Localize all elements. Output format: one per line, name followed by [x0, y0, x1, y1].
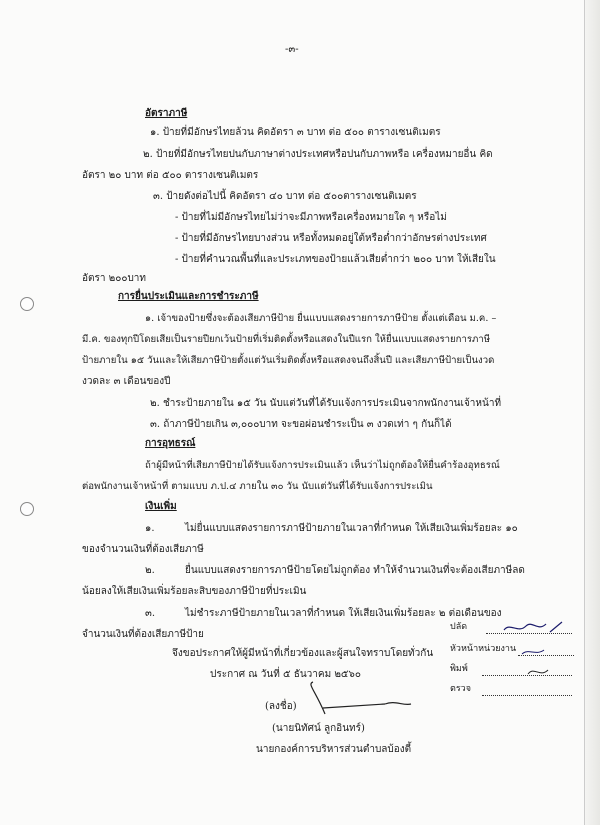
- closing-statement: จึงขอประกาศให้ผู้มีหน้าที่เกี่ยวข้องและผู้สนใจทราบโดยทั่วกัน: [172, 648, 434, 659]
- surcharge-item-2-cont: น้อยลงให้เสียเงินเพิ่มร้อยละสิบของภาษีป้ายที่ประเมิน: [82, 586, 307, 597]
- filing-item-1-cont: ป้ายภายใน ๑๕ วันและให้เสียภาษีป้ายตั้งแต่วันเริ่มติดตั้งหรือแสดงจนถึงสิ้นปี และเสียภาษีป้ายเป็นงวด: [82, 355, 495, 366]
- surcharge-item-3-cont: จำนวนเงินที่ต้องเสียภาษีป้าย: [82, 629, 204, 640]
- punch-hole: [20, 502, 34, 516]
- rate-item-3-sub-c: - ป้ายที่คำนวณพื้นที่และประเภทของป้ายแล้วเสียต่ำกว่า ๒๐๐ บาท ให้เสียใน: [175, 254, 496, 265]
- approval-initials: [500, 620, 580, 690]
- approval-row-label: ปลัด: [450, 622, 468, 632]
- filing-item-3: ๓. ถ้าภาษีป้ายเกิน ๓,๐๐๐บาท จะขอผ่อนชำระเป็น ๓ งวดเท่า ๆ กันก็ได้: [150, 419, 452, 430]
- section-heading-filing: การยื่นประเมินและการชำระภาษี: [118, 291, 259, 302]
- punch-hole: [20, 297, 34, 311]
- section-heading-appeal: การอุทธรณ์: [145, 438, 196, 449]
- rate-item-3-sub-c-cont: อัตรา ๒๐๐บาท: [82, 273, 147, 284]
- surcharge-number-2: ๒.: [145, 565, 155, 576]
- rate-item-2-cont: อัตรา ๒๐ บาท ต่อ ๕๐๐ ตารางเซนติเมตร: [82, 170, 259, 181]
- page-number: -๓-: [285, 44, 299, 55]
- filing-item-1-cont: งวดละ ๓ เดือนของปี: [82, 376, 171, 387]
- filing-item-1: ๑. เจ้าของป้ายซึ่งจะต้องเสียภาษีป้าย ยื่นแบบแสดงรายการภาษีป้าย ตั้งแต่เดือน ม.ค. –: [145, 313, 497, 324]
- appeal-text: ถ้าผู้มีหน้าที่เสียภาษีป้ายได้รับแจ้งการประเมินแล้ว เห็นว่าไม่ถูกต้องให้ยื่นคำร้องอุทธรณ์: [145, 460, 500, 471]
- signatory-title: นายกองค์การบริหารส่วนตำบลบ้องตี้: [256, 744, 412, 755]
- appeal-text-cont: ต่อพนักงานเจ้าหน้าที่ ตามแบบ ภ.ป.๔ ภายใน ๓๐ วัน นับแต่วันที่ได้รับแจ้งการประเมิน: [82, 481, 433, 492]
- surcharge-item-3: ไม่ชำระภาษีป้ายภายในเวลาที่กำหนด ให้เสียเงินเพิ่มร้อยละ ๒ ต่อเดือนของ: [185, 608, 502, 619]
- signatory-name: (นายนิทัศน์ ลูกอินทร์): [272, 723, 365, 734]
- filing-item-2: ๒. ชำระป้ายภายใน ๑๕ วัน นับแต่วันที่ได้รับแจ้งการประเมินจากพนักงานเจ้าหน้าที่: [150, 398, 502, 409]
- section-heading-tax-rate: อัตราภาษี: [145, 108, 188, 119]
- surcharge-number-3: ๓.: [145, 608, 156, 619]
- approval-row-label: หัวหน้าหน่วยงาน: [450, 644, 517, 654]
- surcharge-item-1: ไม่ยื่นแบบแสดงรายการภาษีป้ายภายในเวลาที่กำหนด ให้เสียเงินเพิ่มร้อยละ ๑๐: [185, 523, 518, 534]
- rate-item-1: ๑. ป้ายที่มีอักษรไทยล้วน คิดอัตรา ๓ บาท ต่อ ๕๐๐ ตารางเซนติเมตร: [150, 127, 441, 138]
- signature-label: (ลงชื่อ): [265, 701, 297, 712]
- surcharge-item-1-cont: ของจำนวนเงินที่ต้องเสียภาษี: [82, 544, 204, 555]
- approval-row-label: ตรวจ: [450, 684, 472, 694]
- filing-item-1-cont: มี.ค. ของทุกปีโดยเสียเป็นรายปียกเว้นป้ายที่เริ่มติดตั้งหรือแสดงในปีแรก ให้ยื่นแบบแสดงรายการภาษี: [82, 334, 491, 345]
- section-heading-surcharge: เงินเพิ่ม: [145, 501, 177, 512]
- signature: [285, 680, 415, 720]
- rate-item-3-sub-b: - ป้ายที่มีอักษรไทยบางส่วน หรือทั้งหมดอยู่ใต้หรือต่ำกว่าอักษรต่างประเทศ: [175, 233, 487, 244]
- rate-item-3-sub-a: - ป้ายที่ไม่มีอักษรไทยไม่ว่าจะมีภาพหรือเครื่องหมายใด ๆ หรือไม่: [175, 212, 447, 223]
- page-edge: [584, 0, 600, 825]
- surcharge-number-1: ๑.: [145, 523, 155, 534]
- surcharge-item-2: ยื่นแบบแสดงรายการภาษีป้ายโดยไม่ถูกต้อง ทำให้จำนวนเงินที่จะต้องเสียภาษีลด: [185, 565, 525, 576]
- approval-row-label: พิมพ์: [450, 664, 468, 674]
- rate-item-3: ๓. ป้ายดังต่อไปนี้ คิดอัตรา ๔๐ บาท ต่อ ๕๐๐ตารางเซนติเมตร: [153, 191, 417, 202]
- announcement-date: ประกาศ ณ วันที่ ๕ ธันวาคม ๒๕๖๐: [210, 669, 361, 680]
- rate-item-2: ๒. ป้ายที่มีอักษรไทยปนกับภาษาต่างประเทศหรือปนกับภาพหรือ เครื่องหมายอื่น คิด: [143, 149, 493, 160]
- approval-line: [482, 695, 572, 696]
